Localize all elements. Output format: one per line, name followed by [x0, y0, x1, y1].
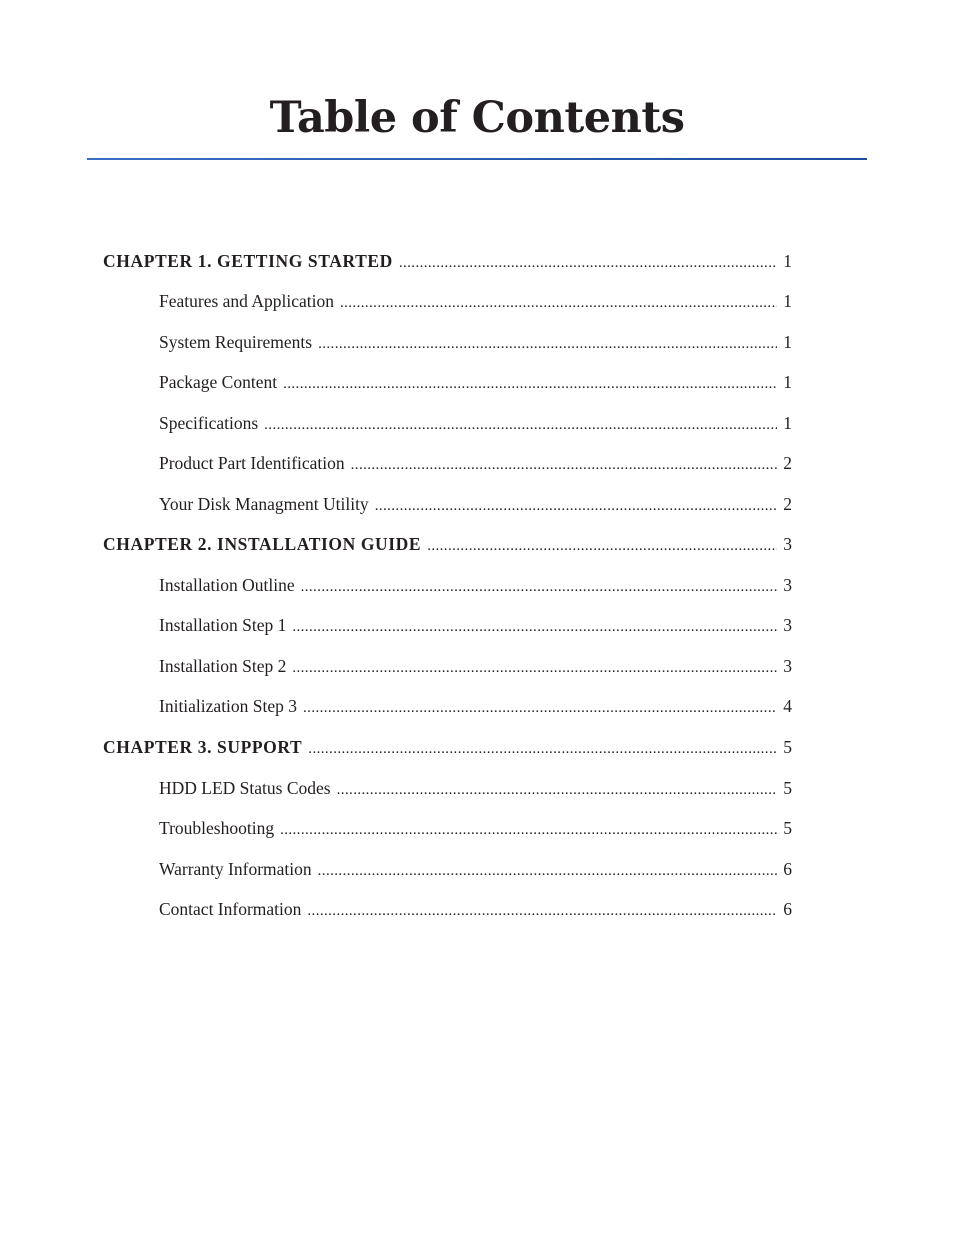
- toc-entry-label: Specifications: [159, 413, 259, 433]
- dot-leader: [427, 532, 777, 558]
- toc-entry-page: 1: [783, 332, 792, 352]
- toc-entry-page: 5: [783, 778, 792, 798]
- toc-entry-label: CHAPTER 1. GETTING STARTED: [103, 251, 393, 271]
- toc-entry-chapter-1[interactable]: [103, 249, 792, 273]
- toc-entry-page: 5: [783, 737, 792, 757]
- toc-entry-chapter-2[interactable]: [103, 532, 792, 556]
- toc-entry-package-content[interactable]: [159, 370, 792, 394]
- dot-leader: [337, 776, 777, 802]
- dot-leader: [318, 330, 777, 356]
- toc-entry-installation-step-2[interactable]: [159, 654, 792, 678]
- page-title: Table of Contents: [269, 93, 685, 143]
- toc-entry-label: Product Part Identification: [159, 453, 345, 473]
- dot-leader: [308, 735, 777, 761]
- toc-entry-label: Installation Step 1: [159, 615, 287, 635]
- dot-leader: [280, 816, 777, 842]
- toc-entry-label: Contact Information: [159, 899, 302, 919]
- toc-entry-disk-management-utility[interactable]: [159, 492, 792, 516]
- toc-entry-warranty-information[interactable]: [159, 857, 792, 881]
- toc-entry-page: 3: [783, 575, 792, 595]
- dot-leader: [340, 289, 777, 315]
- toc-entry-features-and-application[interactable]: [159, 289, 792, 313]
- dot-leader: [301, 573, 777, 599]
- toc-entry-page: 1: [783, 372, 792, 392]
- toc-entry-label: CHAPTER 3. SUPPORT: [103, 737, 303, 757]
- dot-leader: [292, 613, 777, 639]
- toc-entry-page: 1: [783, 251, 792, 271]
- toc-entry-troubleshooting[interactable]: [159, 816, 792, 840]
- toc-entry-label: Warranty Information: [159, 859, 312, 879]
- toc-entry-page: 5: [783, 818, 792, 838]
- dot-leader: [283, 370, 777, 396]
- toc-entry-label: Installation Outline: [159, 575, 295, 595]
- dot-leader: [318, 857, 777, 883]
- toc-entry-page: 3: [783, 615, 792, 635]
- toc-entry-page: 4: [783, 696, 792, 716]
- toc-entry-specifications[interactable]: [159, 411, 792, 435]
- toc-entry-label: Installation Step 2: [159, 656, 287, 676]
- toc-entry-label: Initialization Step 3: [159, 696, 298, 716]
- toc-entry-product-part-identification[interactable]: [159, 451, 792, 475]
- dot-leader: [399, 249, 777, 275]
- toc-entry-page: 3: [783, 534, 792, 554]
- toc-entry-label: Package Content: [159, 372, 278, 392]
- toc-entry-page: 1: [783, 413, 792, 433]
- toc-entry-label: Features and Application: [159, 291, 334, 311]
- dot-leader: [375, 492, 777, 518]
- toc-entry-chapter-3[interactable]: [103, 735, 792, 759]
- toc-entry-hdd-led-status-codes[interactable]: [159, 776, 792, 800]
- dot-leader: [303, 694, 777, 720]
- dot-leader: [351, 451, 777, 477]
- toc-entry-installation-outline[interactable]: [159, 573, 792, 597]
- toc-entry-label: System Requirements: [159, 332, 313, 352]
- toc-entry-label: CHAPTER 2. INSTALLATION GUIDE: [103, 534, 422, 554]
- toc-entry-page: 6: [783, 859, 792, 879]
- toc-entry-label: Your Disk Managment Utility: [159, 494, 369, 514]
- toc-entry-page: 6: [783, 899, 792, 919]
- toc-entry-page: 2: [783, 494, 792, 514]
- toc-entry-page: 2: [783, 453, 792, 473]
- toc-entry-initialization-step-3[interactable]: [159, 694, 792, 718]
- title-divider: [87, 158, 867, 160]
- toc-entry-page: 1: [783, 291, 792, 311]
- dot-leader: [264, 411, 777, 437]
- toc-entry-page: 3: [783, 656, 792, 676]
- toc-entry-installation-step-1[interactable]: [159, 613, 792, 637]
- toc-entry-system-requirements[interactable]: [159, 330, 792, 354]
- dot-leader: [292, 654, 777, 680]
- toc-entry-label: HDD LED Status Codes: [159, 778, 331, 798]
- dot-leader: [307, 897, 777, 923]
- toc-entry-label: Troubleshooting: [159, 818, 275, 838]
- toc-entry-contact-information[interactable]: [159, 897, 792, 921]
